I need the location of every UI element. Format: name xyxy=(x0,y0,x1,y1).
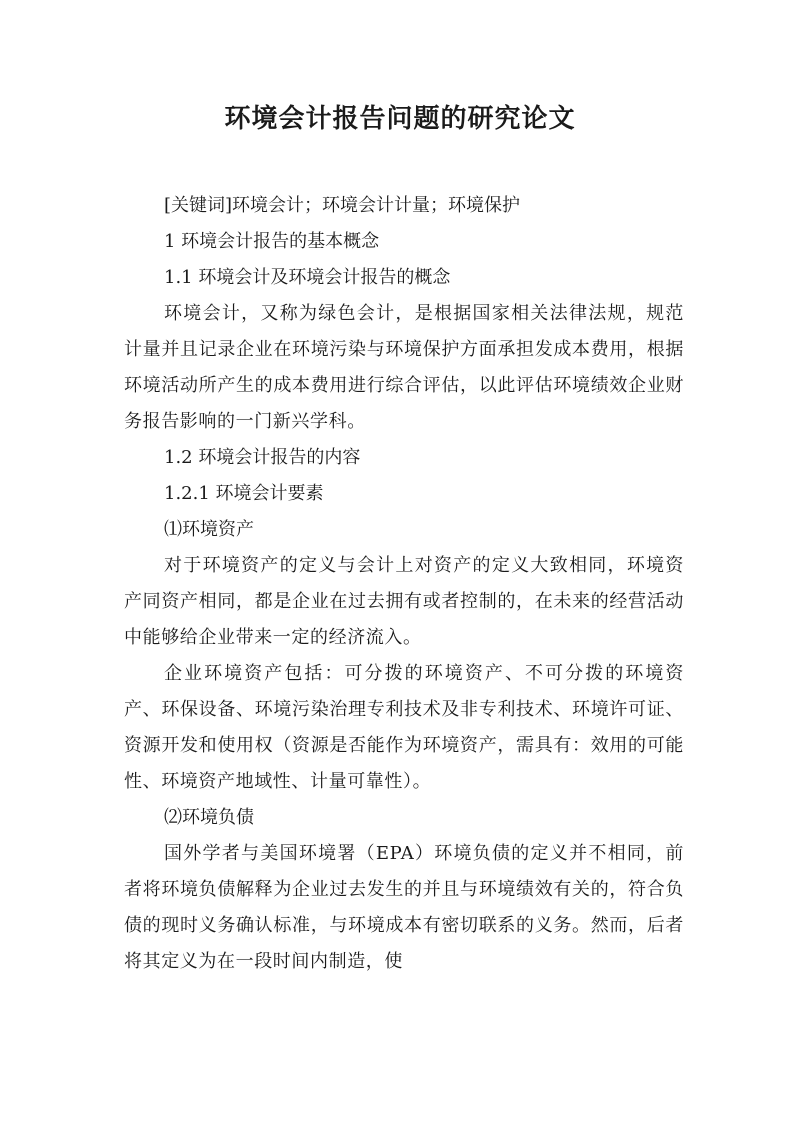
section-heading-1-1: 1.1 环境会计及环境会计报告的概念 xyxy=(164,267,451,288)
keywords-line: [关键词]环境会计；环境会计计量；环境保护 xyxy=(164,195,521,216)
list-item-env-liabilities: ⑵环境负债 xyxy=(164,807,254,828)
section-heading-1: 1 环境会计报告的基本概念 xyxy=(164,231,380,252)
section-heading-1-2-1: 1.2.1 环境会计要素 xyxy=(164,483,324,504)
section-heading-1-2: 1.2 环境会计报告的内容 xyxy=(164,447,361,468)
document-body xyxy=(124,188,684,980)
document-title: 环境会计报告问题的研究论文 xyxy=(224,104,576,134)
list-item-env-assets: ⑴环境资产 xyxy=(164,519,254,540)
paragraph-env-liabilities: 国外学者与美国环境署（EPA）环境负债的定义并不相同，前者将环境负债解释为企业过去发生的并且与环境绩效有关的，符合负债的现时义务确认标准，与环境成本有密切联系的义务。然而，后者将其定义为在一段时间内制造，使 xyxy=(124,843,684,972)
paragraph-env-accounting: 环境会计，又称为绿色会计，是根据国家相关法律法规，规范计量并且记录企业在环境污染与环境保护方面承担发成本费用，根据环境活动所产生的成本费用进行综合评估，以此评估环境绩效企业财务报告影响的一门新兴学科。 xyxy=(124,303,684,432)
paragraph-env-assets-include: 企业环境资产包括：可分拨的环境资产、不可分拨的环境资产、环保设备、环境污染治理专利技术及非专利技术、环境许可证、资源开发和使用权（资源是否能作为环境资产，需具有：效用的可能性、环境资产地域性、计量可靠性）。 xyxy=(124,663,684,792)
paragraph-env-assets-definition: 对于环境资产的定义与会计上对资产的定义大致相同，环境资产同资产相同，都是企业在过去拥有或者控制的，在未来的经营活动中能够给企业带来一定的经济流入。 xyxy=(124,555,684,648)
